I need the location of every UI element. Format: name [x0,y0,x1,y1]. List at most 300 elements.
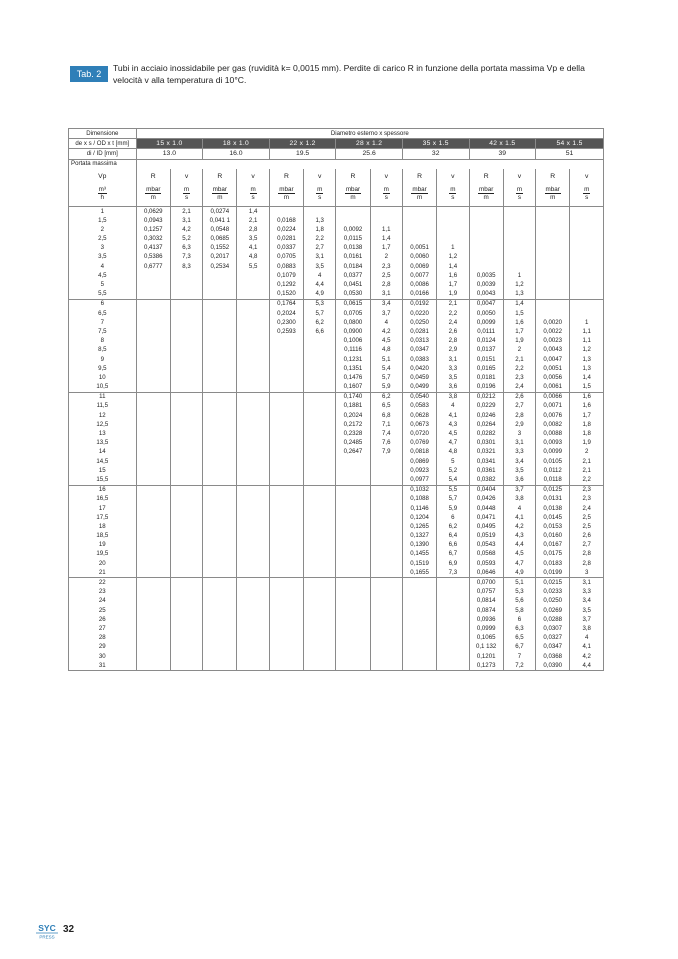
r-value: 0,0757 [469,588,503,597]
v-value [503,225,535,234]
r-value: 0,0229 [469,402,503,411]
r-value: 0,0593 [469,559,503,568]
r-value: 0,1 132 [469,643,503,652]
v-value [170,559,202,568]
flow-value: 15,5 [69,475,137,485]
v-label: v [370,169,402,182]
table-row [69,643,604,652]
v-value: 3,5 [437,373,469,382]
v-value [503,253,535,262]
r-value: 0,0069 [402,262,436,271]
table-row [69,327,604,336]
r-value [269,652,303,661]
v-value: 6,6 [304,327,336,336]
r-value: 0,1265 [402,522,436,531]
v-value [370,643,402,652]
r-value [203,661,237,671]
v-value: 3,6 [503,475,535,485]
v-unit-denominator: s [184,193,189,201]
v-value [170,513,202,522]
v-value [304,392,336,402]
v-value [370,522,402,531]
v-value [370,652,402,661]
table-row [69,485,604,495]
r-value: 0,0224 [269,225,303,234]
r-unit-cell [136,182,170,207]
r-value: 0,0705 [269,253,303,262]
v-value [437,643,469,652]
r-value [536,206,570,216]
r-value [136,661,170,671]
vp-unit-denominator: h [100,193,105,201]
v-value [237,568,269,578]
flow-value: 1,5 [69,216,137,225]
size-header: 22 x 1.2 [269,139,336,149]
v-value [304,383,336,393]
table-row [69,495,604,504]
table-row [69,420,604,429]
r-value: 0,0685 [203,235,237,244]
r-value [269,559,303,568]
v-value [370,606,402,615]
v-value: 2,1 [503,355,535,364]
v-value [170,373,202,382]
v-value: 7,3 [170,253,202,262]
v-value [237,643,269,652]
size-header: 15 x 1.0 [136,139,203,149]
v-value [370,513,402,522]
r-unit-denominator: m [150,193,156,201]
r-value [269,568,303,578]
r-value [203,429,237,438]
v-value [170,280,202,289]
v-value: 4,4 [503,541,535,550]
r-value [469,235,503,244]
r-value: 0,0066 [536,392,570,402]
v-value: 3,5 [570,606,604,615]
v-value [170,290,202,300]
r-value: 0,0050 [469,309,503,318]
flow-value: 20 [69,559,137,568]
v-value: 3,5 [503,466,535,475]
r-value [402,652,436,661]
v-value [304,420,336,429]
r-value: 0,0264 [469,420,503,429]
r-value [269,597,303,606]
r-value [402,578,436,588]
flow-value: 8,5 [69,346,137,355]
r-value: 0,0615 [336,299,370,309]
r-unit-numerator: mbar [279,185,294,193]
r-value: 0,1088 [402,495,436,504]
flow-value: 11 [69,392,137,402]
v-value [370,475,402,485]
v-value: 3,8 [437,392,469,402]
v-value [370,661,402,671]
r-value: 0,1079 [269,271,303,280]
v-value [370,457,402,466]
v-value [237,411,269,420]
r-value: 0,2172 [336,420,370,429]
flow-value: 12,5 [69,420,137,429]
v-value [237,513,269,522]
v-value [170,643,202,652]
table-row [69,466,604,475]
v-unit-numerator: m [317,185,323,193]
r-unit-denominator: m [283,193,290,201]
r-value: 0,1390 [402,541,436,550]
r-value: 0,0347 [536,643,570,652]
flow-value: 16 [69,485,137,495]
v-value [237,661,269,671]
flow-value: 10,5 [69,383,137,393]
v-value: 1,3 [304,216,336,225]
r-value: 0,1273 [469,661,503,671]
r-unit-numerator: mbar [412,185,427,193]
v-value [170,318,202,327]
r-value [336,550,370,559]
r-value [203,466,237,475]
v-value: 1,8 [304,225,336,234]
r-value [402,235,436,244]
flow-value: 15 [69,466,137,475]
r-value [336,643,370,652]
v-value [170,337,202,346]
r-value [536,299,570,309]
v-value: 7,2 [503,661,535,671]
r-value: 0,0471 [469,513,503,522]
r-value [203,541,237,550]
v-value [237,550,269,559]
v-value [370,624,402,633]
v-value: 3,8 [503,495,535,504]
r-value [336,588,370,597]
v-value: 4,4 [570,661,604,671]
page-number: 32 [63,924,75,935]
v-unit-numerator: m [383,185,389,193]
r-value [336,522,370,531]
r-value [203,634,237,643]
table-row [69,373,604,382]
r-value [269,624,303,633]
pressure-loss-table [68,128,604,671]
r-value [136,337,170,346]
r-value: 0,0382 [469,475,503,485]
v-value: 6,5 [370,402,402,411]
r-value: 0,2328 [336,429,370,438]
v-value: 6,2 [304,318,336,327]
vp-unit-cell [69,182,137,207]
v-value [170,475,202,485]
r-value [203,475,237,485]
v-value: 7,6 [370,439,402,448]
v-value: 3 [503,429,535,438]
r-value: 0,0060 [402,253,436,262]
r-value: 0,0250 [536,597,570,606]
r-value [203,578,237,588]
v-unit [449,186,456,201]
flow-value: 31 [69,661,137,671]
flow-value: 1 [69,206,137,216]
r-value: 0,0404 [469,485,503,495]
r-unit-cell [402,182,436,207]
r-value [203,550,237,559]
v-value [437,216,469,225]
r-value: 0,1764 [269,299,303,309]
r-value [203,568,237,578]
r-value: 0,1327 [402,532,436,541]
r-value: 0,0175 [536,550,570,559]
v-unit [583,186,590,201]
r-value: 0,0086 [402,280,436,289]
r-value: 0,0160 [536,532,570,541]
r-value [269,402,303,411]
r-value: 0,0112 [536,466,570,475]
v-value: 6,2 [370,392,402,402]
r-value [136,466,170,475]
inner-diameter: 19.5 [269,149,336,159]
r-value [269,495,303,504]
table-row [69,271,604,280]
v-value: 2,2 [304,235,336,244]
r-value: 0,0051 [402,244,436,253]
v-unit-cell [437,182,469,207]
v-value [304,337,336,346]
r-value [203,588,237,597]
v-value: 1,2 [437,253,469,262]
v-value: 5 [437,457,469,466]
r-value [536,280,570,289]
flow-value: 14 [69,448,137,457]
r-value: 0,0869 [402,457,436,466]
r-value [203,402,237,411]
v-value [170,439,202,448]
v-value: 2,1 [237,216,269,225]
v-value: 1,3 [570,364,604,373]
r-value [402,606,436,615]
r-value [269,337,303,346]
v-value [170,383,202,393]
v-value [304,355,336,364]
r-value: 0,1520 [269,290,303,300]
v-value: 6,3 [170,244,202,253]
r-unit [212,186,228,201]
r-value [203,606,237,615]
r-unit-cell [469,182,503,207]
flow-value: 29 [69,643,137,652]
v-value [304,588,336,597]
flow-value: 10 [69,373,137,382]
table-row [69,634,604,643]
r-unit-denominator: m [217,193,223,201]
r-value: 0,1607 [336,383,370,393]
table-row [69,568,604,578]
r-value: 0,0705 [336,309,370,318]
v-unit [250,186,257,201]
table-row [69,225,604,234]
r-value [203,271,237,280]
r-value [136,522,170,531]
v-value [437,235,469,244]
r-value [269,420,303,429]
r-value: 0,1231 [336,355,370,364]
r-value [203,624,237,633]
r-value: 0,0056 [536,373,570,382]
r-unit-numerator: mbar [545,185,560,193]
v-value [570,225,604,234]
v-value: 2,4 [437,318,469,327]
r-value: 0,1146 [402,504,436,513]
flow-value: 4 [69,262,137,271]
v-value: 2,1 [570,466,604,475]
r-value: 0,6777 [136,262,170,271]
r-value: 0,1455 [402,550,436,559]
r-value: 0,1351 [336,364,370,373]
r-value [336,624,370,633]
v-value [570,253,604,262]
r-value: 0,0269 [536,606,570,615]
v-unit-numerator: m [584,185,590,193]
v-value [170,457,202,466]
r-value: 0,1881 [336,402,370,411]
v-unit-numerator: m [250,185,256,193]
r-value [136,532,170,541]
vp-label: Vp [69,169,137,182]
v-value: 2,8 [437,337,469,346]
r-value [269,383,303,393]
r-value [269,643,303,652]
r-value [469,253,503,262]
flow-label: Portata massima [69,159,137,169]
v-value: 3,7 [570,615,604,624]
r-value [469,225,503,234]
v-value [304,624,336,633]
flow-value: 16,5 [69,495,137,504]
v-value [570,262,604,271]
r-value [203,299,237,309]
r-value [269,541,303,550]
v-value [237,337,269,346]
r-unit-cell [336,182,370,207]
r-unit [145,186,161,201]
v-value [304,661,336,671]
v-value: 6,3 [503,624,535,633]
v-value [237,439,269,448]
v-value [170,495,202,504]
v-value [237,466,269,475]
r-value: 0,2024 [269,309,303,318]
r-value: 0,0301 [469,439,503,448]
v-value: 1 [570,318,604,327]
v-value [170,327,202,336]
table-row [69,253,604,262]
r-value [402,206,436,216]
r-value [136,485,170,495]
v-value: 3,7 [503,485,535,495]
v-value: 2,6 [570,532,604,541]
v-value: 5,1 [503,578,535,588]
r-unit-numerator: mbar [212,185,228,193]
r-value: 0,1257 [136,225,170,234]
v-value [304,532,336,541]
v-value [437,597,469,606]
v-value: 3,3 [437,364,469,373]
r-value [336,466,370,475]
v-value [304,568,336,578]
r-value [136,429,170,438]
r-label: R [203,169,237,182]
v-value: 1,9 [570,439,604,448]
v-value [170,532,202,541]
v-value: 7,3 [437,568,469,578]
v-value [370,532,402,541]
v-value: 6,6 [437,541,469,550]
r-value [469,216,503,225]
table-row [69,411,604,420]
r-value [136,513,170,522]
v-value: 2,4 [570,504,604,513]
r-value: 0,1292 [269,280,303,289]
v-value: 4,1 [503,513,535,522]
r-value [269,485,303,495]
r-value: 0,0347 [402,346,436,355]
r-unit-denominator: m [550,193,556,201]
v-value: 1,6 [570,392,604,402]
v-value [304,485,336,495]
v-unit-denominator: s [318,193,322,201]
r-value [336,568,370,578]
v-unit-cell [570,182,604,207]
v-value: 1,2 [570,346,604,355]
v-value: 2,3 [570,485,604,495]
v-value [503,235,535,244]
r-value [136,309,170,318]
r-value: 0,0390 [536,661,570,671]
v-value [304,634,336,643]
table-row [69,355,604,364]
v-value [304,346,336,355]
r-value [336,541,370,550]
v-value [370,466,402,475]
r-label: R [336,169,370,182]
v-value [237,327,269,336]
r-value [136,439,170,448]
r-value [402,624,436,633]
v-value [237,448,269,457]
r-value [269,373,303,382]
table-row [69,559,604,568]
size-header: 54 x 1.5 [536,139,604,149]
syc-press-logo [35,922,59,940]
r-value: 0,0448 [469,504,503,513]
table-row [69,309,604,318]
v-unit [516,186,523,201]
r-value [536,253,570,262]
r-value: 0,0138 [536,504,570,513]
r-value: 0,0115 [336,235,370,244]
r-value: 0,0165 [469,364,503,373]
v-value [437,578,469,588]
table-row [69,624,604,633]
inner-diameter: 16.0 [203,149,270,159]
r-value [203,597,237,606]
r-label: R [269,169,303,182]
v-unit-numerator: m [183,185,190,193]
v-value: 1,4 [570,373,604,382]
v-value [237,504,269,513]
v-value [237,373,269,382]
r-value [136,457,170,466]
